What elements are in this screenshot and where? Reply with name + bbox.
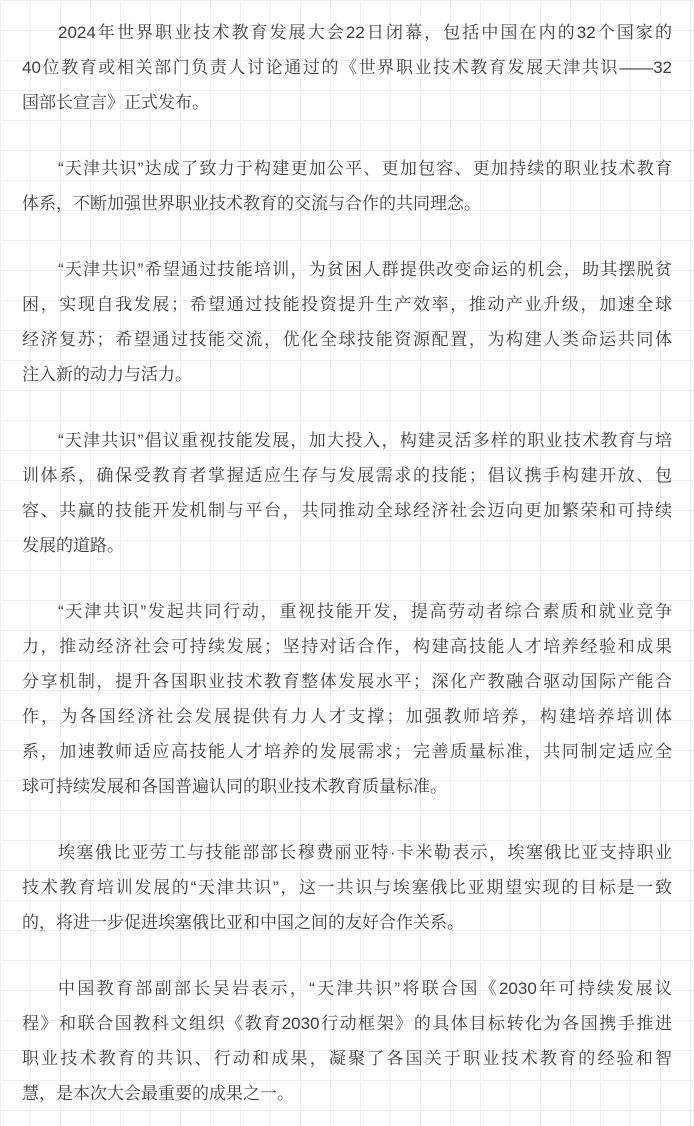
paragraph-line: 注入新的动力与活力。	[22, 364, 192, 384]
paragraph-4-consensus-initiatives	[22, 423, 672, 563]
paragraph-line: 球可持续发展和各国普遍认同的职业技术教育质量标准。	[22, 776, 447, 796]
paragraph-line: 程》和联合国教科文组织《教育2030行动框架》的具体目标转化为各国携手推进	[22, 1013, 672, 1033]
paragraph-line: 力，推动经济社会可持续发展；坚持对话合作，构建高技能人才培养经验和成果	[22, 636, 672, 656]
paragraph-line: “天津共识”希望通过技能培训，为贫困人群提供改变命运的机会，助其摆脱贫	[58, 259, 672, 279]
paragraph-5-joint-actions	[22, 594, 672, 804]
paragraph-line: 的，将进一步促进埃塞俄比亚和中国之间的友好合作关系。	[22, 912, 464, 932]
paragraph-line: 训体系，确保受教育者掌握适应生存与发展需求的技能；倡议携手构建开放、包	[22, 465, 672, 485]
paragraph-2-consensus-goal	[22, 151, 672, 221]
paragraph-line: “天津共识”发起共同行动，重视技能开发，提高劳动者综合素质和就业竞争	[58, 601, 672, 621]
paragraph-line: 2024年世界职业技术教育发展大会22日闭幕，包括中国在内的32个国家的	[58, 22, 672, 42]
paragraph-line: 慧，是本次大会最重要的成果之一。	[22, 1083, 294, 1103]
paragraph-line: 技术教育培训发展的“天津共识”，这一共识与埃塞俄比亚期望实现的目标是一致	[22, 877, 672, 897]
paragraph-line: 分享机制，提升各国职业技术教育整体发展水平；深化产教融合驱动国际产能合	[22, 671, 672, 691]
paragraph-line: 困，实现自我发展；希望通过技能投资提升生产效率，推动产业升级，加速全球	[22, 294, 672, 314]
paragraph-line: 40位教育或相关部门负责人讨论通过的《世界职业技术教育发展天津共识——32	[22, 57, 672, 77]
paragraph-6-ethiopia-minister-quote	[22, 835, 672, 940]
paragraph-line: 系，加速教师适应高技能人才培养的发展需求；完善质量标准，共同制定适应全	[22, 741, 672, 761]
paragraph-7-vice-minister-quote	[22, 971, 672, 1111]
paragraph-line: 作，为各国经济社会发展提供有力人才支撑；加强教师培养，构建培养培训体	[22, 706, 672, 726]
paragraph-line: 发展的道路。	[22, 535, 124, 555]
paragraph-line: “天津共识”倡议重视技能发展，加大投入，构建灵活多样的职业技术教育与培	[58, 430, 672, 450]
paragraph-line: 中国教育部副部长吴岩表示，“天津共识”将联合国《2030年可持续发展议	[58, 978, 672, 998]
paragraph-1-conference-closing	[22, 15, 672, 120]
paragraph-line: 国部长宣言》正式发布。	[22, 92, 209, 112]
paragraph-line: 经济复苏；希望通过技能交流，优化全球技能资源配置，为构建人类命运共同体	[22, 329, 672, 349]
paragraph-line: 体系，不断加强世界职业技术教育的交流与合作的共同理念。	[22, 193, 481, 213]
paragraph-line: “天津共识”达成了致力于构建更加公平、更加包容、更加持续的职业技术教育	[58, 158, 672, 178]
paragraph-line: 职业技术教育的共识、行动和成果，凝聚了各国关于职业技术教育的经验和智	[22, 1048, 672, 1068]
article-body	[22, 15, 672, 1111]
paragraph-line: 容、共赢的技能开发机制与平台，共同推动全球经济社会迈向更加繁荣和可持续	[22, 500, 672, 520]
paragraph-3-consensus-hopes	[22, 252, 672, 392]
paragraph-line: 埃塞俄比亚劳工与技能部部长穆费丽亚特·卡米勒表示，埃塞俄比亚支持职业	[58, 842, 672, 862]
